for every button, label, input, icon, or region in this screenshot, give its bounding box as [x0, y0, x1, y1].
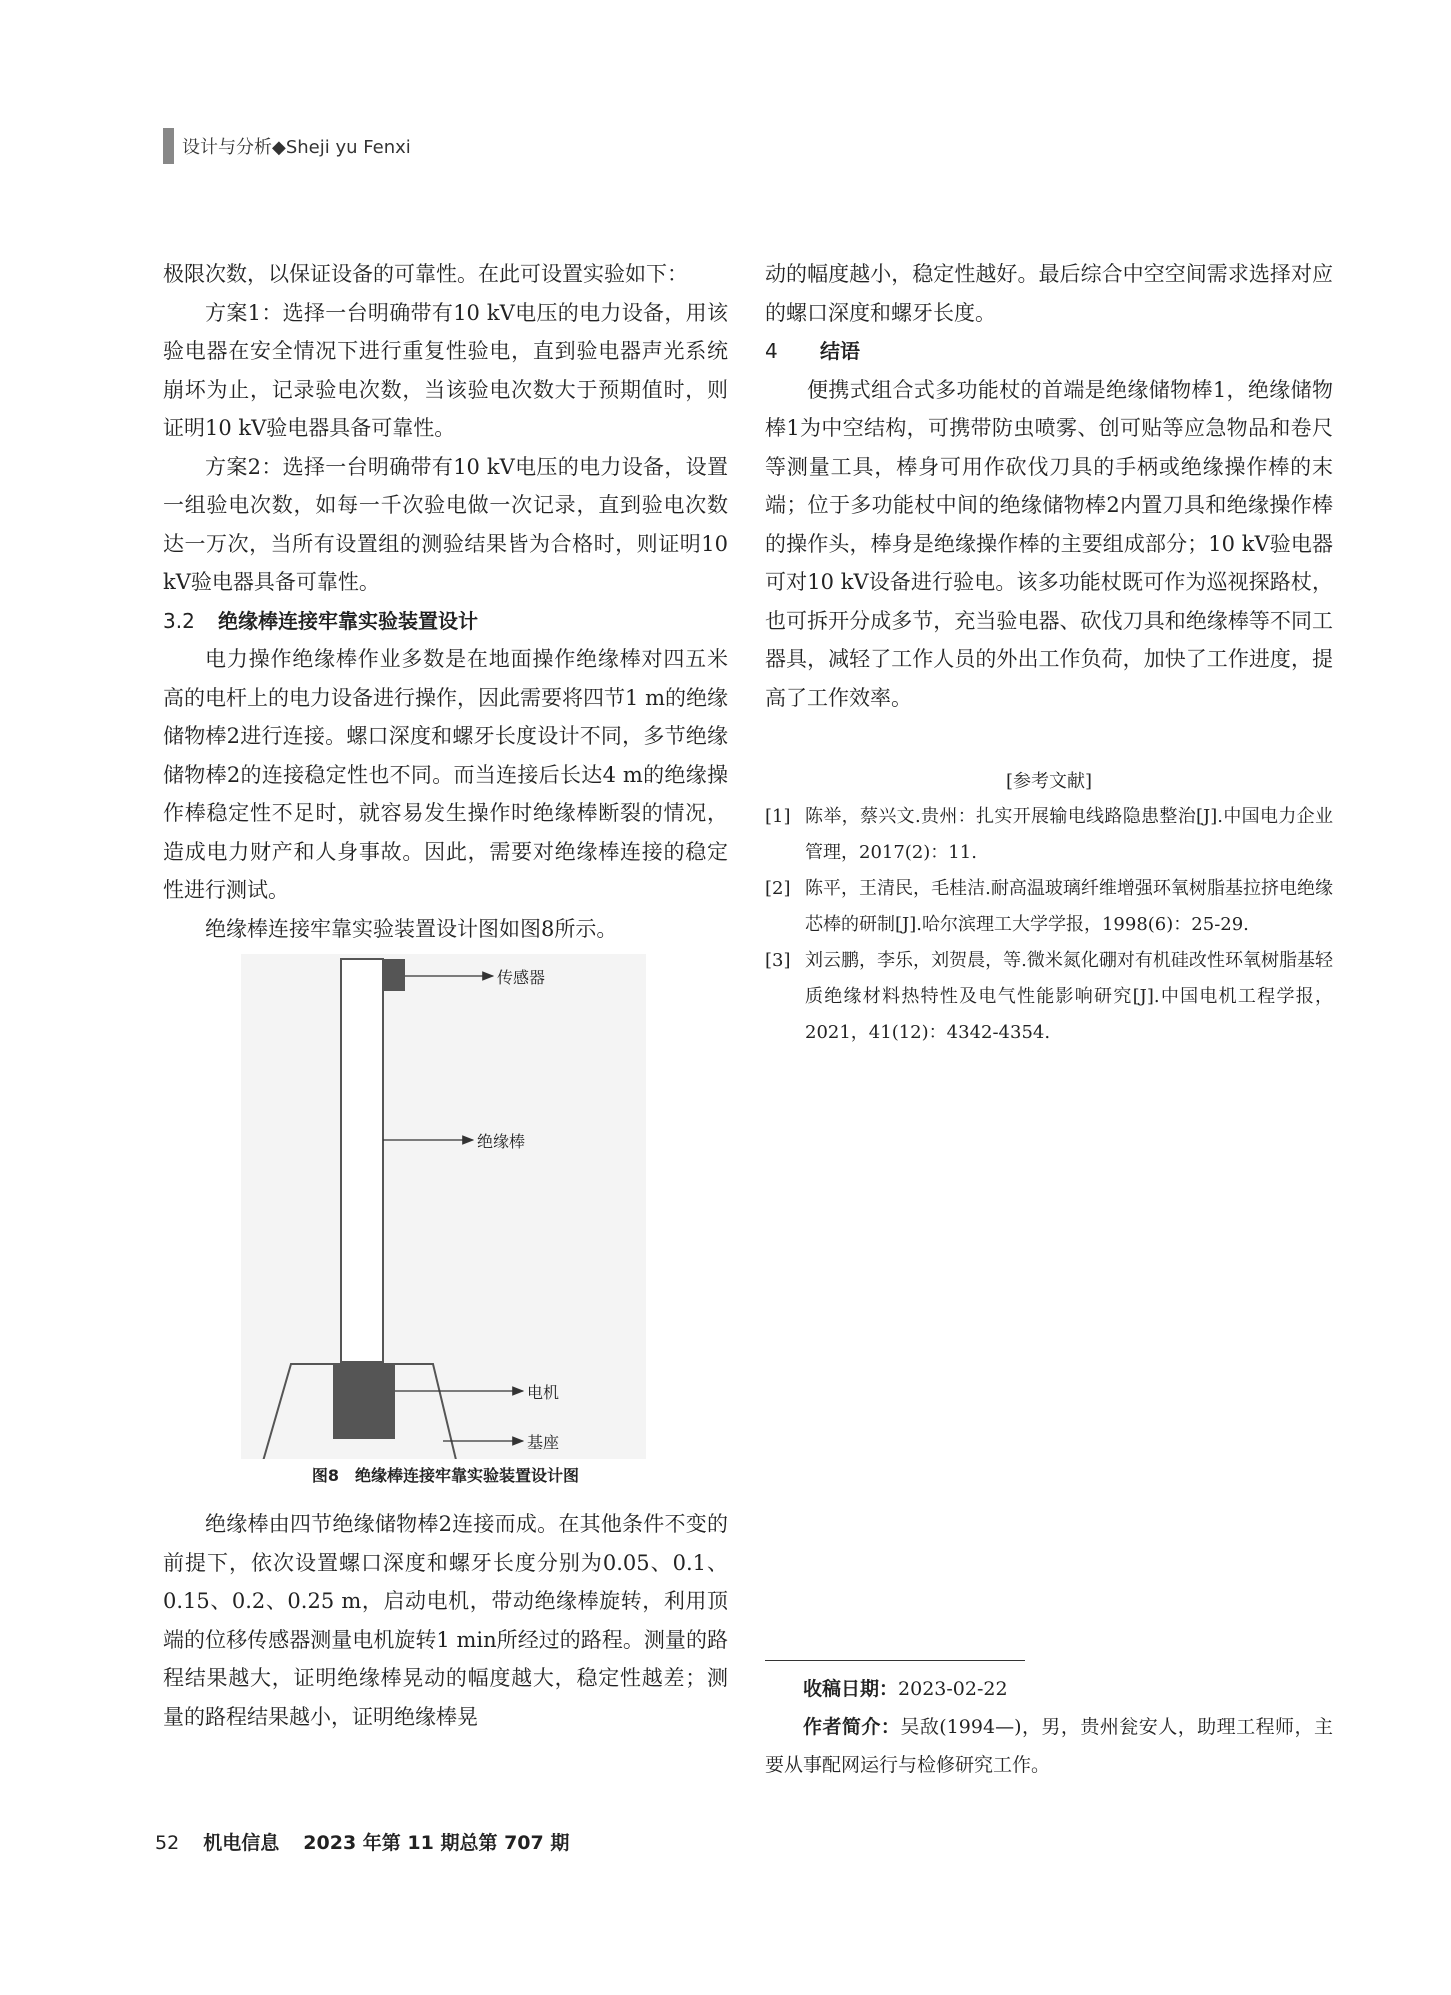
reference-item	[765, 871, 1333, 943]
left-paragraph-4: 电力操作绝缘棒作业多数是在地面操作绝缘棒对四五米高的电杆上的电力设备进行操作，因此需要将四节1 m的绝缘储物棒2进行连接。螺口深度和螺牙长度设计不同，多节绝缘储物棒2的连接稳定性也不同。而当连接后长达4 m的绝缘操作棒稳定性不足时，就容易发生操作时绝缘棒断裂的情况，造成电力财产和人身事故。因此，需要对绝缘棒连接的稳定性进行测试。	[163, 647, 728, 902]
received-date	[765, 1670, 1333, 1708]
figure-8	[163, 954, 728, 1499]
heading-number: 4	[765, 339, 778, 363]
page-footer	[155, 1828, 569, 1855]
reference-item	[765, 799, 1333, 871]
heading-text: 绝缘棒连接牢靠实验装置设计	[218, 608, 478, 633]
left-paragraph-5: 绝缘棒连接牢靠实验装置设计图如图8所示。	[205, 916, 618, 941]
page-number: 52	[155, 1832, 180, 1854]
section-heading-4	[765, 332, 1333, 371]
heading-number: 3.2	[163, 608, 195, 633]
left-paragraph-6: 绝缘棒由四节绝缘储物棒2连接而成。在其他条件不变的前提下，依次设置螺口深度和螺牙长度分别为0.05、0.1、0.15、0.2、0.25 m，启动电机，带动绝缘棒旋转，利用顶端的位移传感器测量电机旋转1 min所经过的路程。测量的路程结果越大，证明绝缘棒晃动的幅度越大，稳定性越差；测量的路程结果越小，证明绝缘棒晃	[163, 1512, 728, 1729]
reference-number: [3]	[765, 950, 791, 971]
issue-info: 2023 年第 11 期总第 707 期	[303, 1832, 570, 1854]
sensor-block	[383, 959, 405, 991]
apparatus-diagram	[163, 954, 728, 1459]
left-paragraph-2: 方案1：选择一台明确带有10 kV电压的电力设备，用该验电器在安全情况下进行重复性验电，直到验电器声光系统崩坏为止，记录验电次数，当该验电次数大于预期值时，则证明10 kV验电器具备可靠性。	[163, 300, 728, 440]
journal-name: 机电信息	[203, 1832, 280, 1854]
label-rod: 绝缘棒	[477, 1132, 526, 1151]
footnotes	[765, 1670, 1333, 1784]
header-text: 设计与分析◆Sheji yu Fenxi	[182, 137, 411, 158]
author-value: 吴敌(1994—)，男，贵州瓮安人，助理工程师，主要从事配网运行与检修研究工作。	[765, 1716, 1333, 1776]
right-paragraph-1: 动的幅度越小，稳定性越好。最后综合中空空间需求选择对应的螺口深度和螺牙长度。	[765, 262, 1333, 325]
header-bar	[163, 128, 174, 164]
section-heading-3-2	[163, 602, 728, 641]
label-motor: 电机	[527, 1383, 560, 1402]
references-title: [参考文献]	[1005, 771, 1093, 792]
author-label: 作者简介：	[803, 1716, 901, 1738]
left-paragraph-1: 极限次数，以保证设备的可靠性。在此可设置实验如下：	[163, 262, 688, 286]
left-paragraph-3: 方案2：选择一台明确带有10 kV电压的电力设备，设置一组验电次数，如每一千次验电做一次记录，直到验电次数达一万次，当所有设置组的测验结果皆为合格时，则证明10 kV验电器具备可靠性。	[163, 454, 728, 594]
footnote-divider	[765, 1660, 1025, 1661]
author-bio	[765, 1708, 1333, 1784]
reference-text: 陈举，蔡兴文.贵州：扎实开展输电线路隐患整治[J].中国电力企业管理，2017(2)：11.	[805, 806, 1333, 863]
heading-text: 结语	[820, 339, 860, 363]
left-column	[163, 255, 728, 1736]
reference-number: [2]	[765, 878, 791, 899]
insulating-rod	[341, 959, 383, 1362]
reference-text: 刘云鹏，李乐，刘贺晨，等.微米氮化硼对有机硅改性环氧树脂基轻质绝缘材料热特性及电气性能影响研究[J].中国电机工程学报，2021，41(12)：4342-4354.	[805, 950, 1333, 1043]
right-column	[765, 255, 1333, 1051]
running-header	[163, 128, 411, 164]
reference-text: 陈平，王清民，毛桂洁.耐高温玻璃纤维增强环氧树脂基拉挤电绝缘芯棒的研制[J].哈尔滨理工大学学报，1998(6)：25-29.	[805, 878, 1333, 935]
received-label: 收稿日期：	[803, 1678, 899, 1700]
reference-number: [1]	[765, 806, 791, 827]
motor-block	[333, 1364, 395, 1439]
label-sensor: 传感器	[497, 968, 546, 987]
label-base: 基座	[527, 1433, 560, 1452]
figure-caption: 图8 绝缘棒连接牢靠实验装置设计图	[311, 1466, 580, 1485]
right-paragraph-2: 便携式组合式多功能杖的首端是绝缘储物棒1，绝缘储物棒1为中空结构，可携带防虫喷雾、创可贴等应急物品和卷尺等测量工具，棒身可用作砍伐刀具的手柄或绝缘操作棒的末端；位于多功能杖中间的绝缘储物棒2内置刀具和绝缘操作棒的操作头，棒身是绝缘操作棒的主要组成部分；10 kV验电器可对10 kV设备进行验电。该多功能杖既可作为巡视探路杖，也可拆开分成多节，充当验电器、砍伐刀具和绝缘棒等不同工器具，减轻了工作人员的外出工作负荷，加快了工作进度，提高了工作效率。	[765, 377, 1333, 710]
received-value: 2023-02-22	[898, 1678, 1008, 1700]
reference-item	[765, 943, 1333, 1051]
